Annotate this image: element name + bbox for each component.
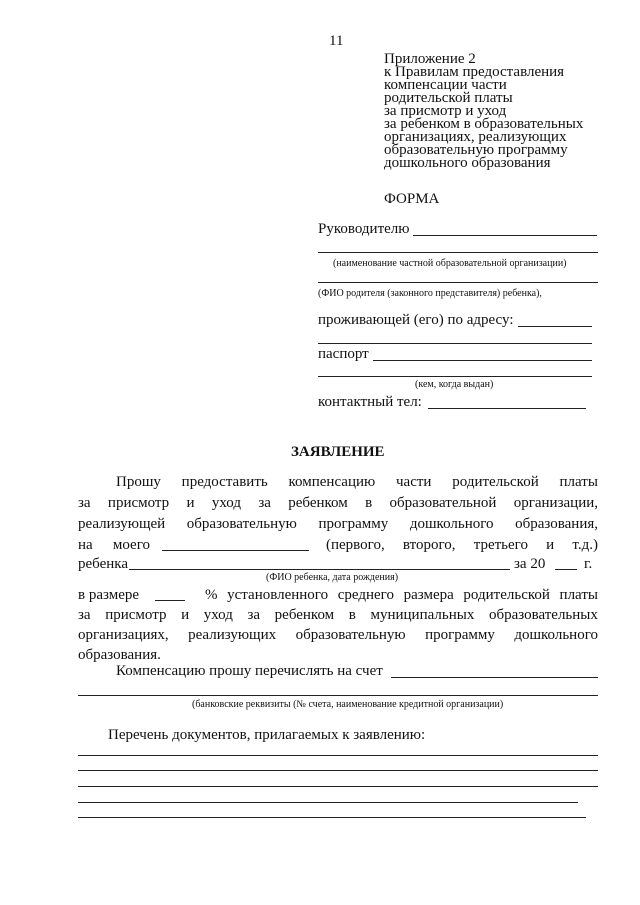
word: (первого, bbox=[326, 537, 385, 553]
word: присмотр bbox=[107, 495, 170, 511]
body-line-7 bbox=[78, 608, 598, 623]
bank-details-field[interactable] bbox=[78, 695, 598, 696]
word: муниципальных bbox=[370, 607, 475, 623]
amount-label: в размере bbox=[78, 587, 140, 603]
word: образовательных bbox=[488, 607, 598, 623]
word: среднего bbox=[337, 587, 394, 603]
word: части bbox=[396, 474, 432, 490]
parent-caption: (ФИО родителя (законного представителя) ребенка), bbox=[318, 288, 542, 299]
document-title: ЗАЯВЛЕНИЕ bbox=[291, 444, 385, 460]
word: т.д.) bbox=[572, 537, 598, 553]
to-head-label: Руководителю bbox=[318, 221, 410, 237]
word: и bbox=[186, 495, 195, 511]
child-name-field[interactable] bbox=[129, 569, 510, 570]
word: реализующих bbox=[188, 627, 277, 643]
passport-label: паспорт bbox=[318, 346, 369, 362]
body-line-2 bbox=[78, 496, 598, 511]
documents-line[interactable] bbox=[78, 770, 598, 771]
passport-issued-field[interactable] bbox=[318, 376, 592, 377]
account-field[interactable] bbox=[391, 677, 598, 678]
word: в bbox=[365, 495, 373, 511]
word: уход bbox=[203, 607, 233, 623]
parent-name-field[interactable] bbox=[318, 282, 598, 283]
word: в bbox=[348, 607, 356, 623]
issued-caption: (кем, когда выдан) bbox=[415, 379, 494, 390]
appendix-line: организациях, реализующих bbox=[384, 129, 567, 145]
word: организациях, bbox=[78, 627, 169, 643]
word: образовательную bbox=[186, 516, 297, 532]
appendix-line: родительской платы bbox=[384, 90, 513, 106]
documents-line[interactable] bbox=[78, 755, 598, 756]
word: ребенком bbox=[288, 495, 348, 511]
appendix-line: за ребенком в образовательных bbox=[384, 116, 584, 132]
word: и bbox=[546, 537, 555, 553]
word: на bbox=[78, 537, 93, 553]
word: программу bbox=[318, 516, 389, 532]
transfer-label: Компенсацию прошу перечислять на счет bbox=[116, 663, 383, 679]
word: второго, bbox=[402, 537, 456, 553]
child-caption: (ФИО ребенка, дата рождения) bbox=[266, 572, 399, 583]
word: установленного bbox=[227, 587, 329, 603]
word: присмотр bbox=[105, 607, 167, 623]
page-number: 11 bbox=[329, 33, 344, 49]
appendix-line: к Правилам предоставления bbox=[384, 64, 565, 80]
address-label: проживающей (его) по адресу: bbox=[318, 312, 514, 328]
word: предоставить bbox=[181, 474, 268, 490]
word: за bbox=[78, 607, 91, 623]
body-line-6 bbox=[205, 588, 598, 603]
word: дошкольного bbox=[409, 516, 494, 532]
org-caption: (наименование частной образовательной организации) bbox=[333, 258, 567, 269]
body-line-8 bbox=[78, 628, 598, 643]
child-label: ребенка bbox=[78, 556, 128, 572]
word: за bbox=[258, 495, 271, 511]
child-order-field[interactable] bbox=[162, 550, 309, 551]
word: родительской bbox=[452, 474, 539, 490]
word: за bbox=[247, 607, 261, 623]
address-field-2[interactable] bbox=[318, 343, 592, 344]
documents-line[interactable] bbox=[78, 817, 586, 818]
year-suffix: г. bbox=[584, 556, 593, 572]
word: уход bbox=[211, 495, 241, 511]
body-line-3 bbox=[78, 517, 598, 532]
word: компенсацию bbox=[288, 474, 376, 490]
phone-label: контактный тел: bbox=[318, 394, 422, 410]
word: платы bbox=[559, 587, 598, 603]
body-line-4b bbox=[326, 538, 598, 553]
word: за bbox=[78, 495, 91, 511]
word: Прошу bbox=[116, 474, 161, 490]
bank-caption: (банковские реквизиты (№ счета, наименование кредитной организации) bbox=[192, 699, 504, 710]
documents-label: Перечень документов, прилагаемых к заявлению: bbox=[108, 727, 426, 743]
word: моего bbox=[112, 537, 150, 553]
body-line-4a bbox=[78, 538, 150, 553]
body-line-9: образования. bbox=[78, 647, 161, 663]
appendix-line: за присмотр и уход bbox=[384, 103, 507, 119]
word: платы bbox=[559, 474, 598, 490]
word: ребенком bbox=[274, 607, 335, 623]
phone-field[interactable] bbox=[428, 408, 586, 409]
form-label: ФОРМА bbox=[384, 191, 440, 207]
word: размера bbox=[403, 587, 454, 603]
word: % bbox=[205, 587, 218, 603]
documents-line[interactable] bbox=[78, 802, 578, 803]
year-label: за 20 bbox=[514, 556, 546, 572]
body-line-1 bbox=[116, 475, 598, 490]
head-name-field[interactable] bbox=[413, 235, 597, 236]
appendix-line: образовательную программу bbox=[384, 142, 568, 158]
documents-line[interactable] bbox=[78, 786, 598, 787]
word: родительской bbox=[463, 587, 550, 603]
year-field[interactable] bbox=[555, 569, 577, 570]
word: реализующей bbox=[78, 516, 166, 532]
word: дошкольного bbox=[514, 627, 598, 643]
appendix-line: дошкольного образования bbox=[384, 155, 551, 171]
percent-field[interactable] bbox=[155, 600, 185, 601]
word: программу bbox=[425, 627, 495, 643]
word: образовательной bbox=[389, 495, 497, 511]
appendix-line: Приложение 2 bbox=[384, 51, 476, 67]
appendix-line: компенсации части bbox=[384, 77, 507, 93]
word: организации, bbox=[513, 495, 598, 511]
org-name-field[interactable] bbox=[318, 252, 598, 253]
address-field[interactable] bbox=[518, 326, 592, 327]
word: третьего bbox=[473, 537, 528, 553]
word: образовательную bbox=[295, 627, 406, 643]
word: образования, bbox=[515, 516, 598, 532]
word: и bbox=[181, 607, 190, 623]
passport-field[interactable] bbox=[373, 360, 592, 361]
